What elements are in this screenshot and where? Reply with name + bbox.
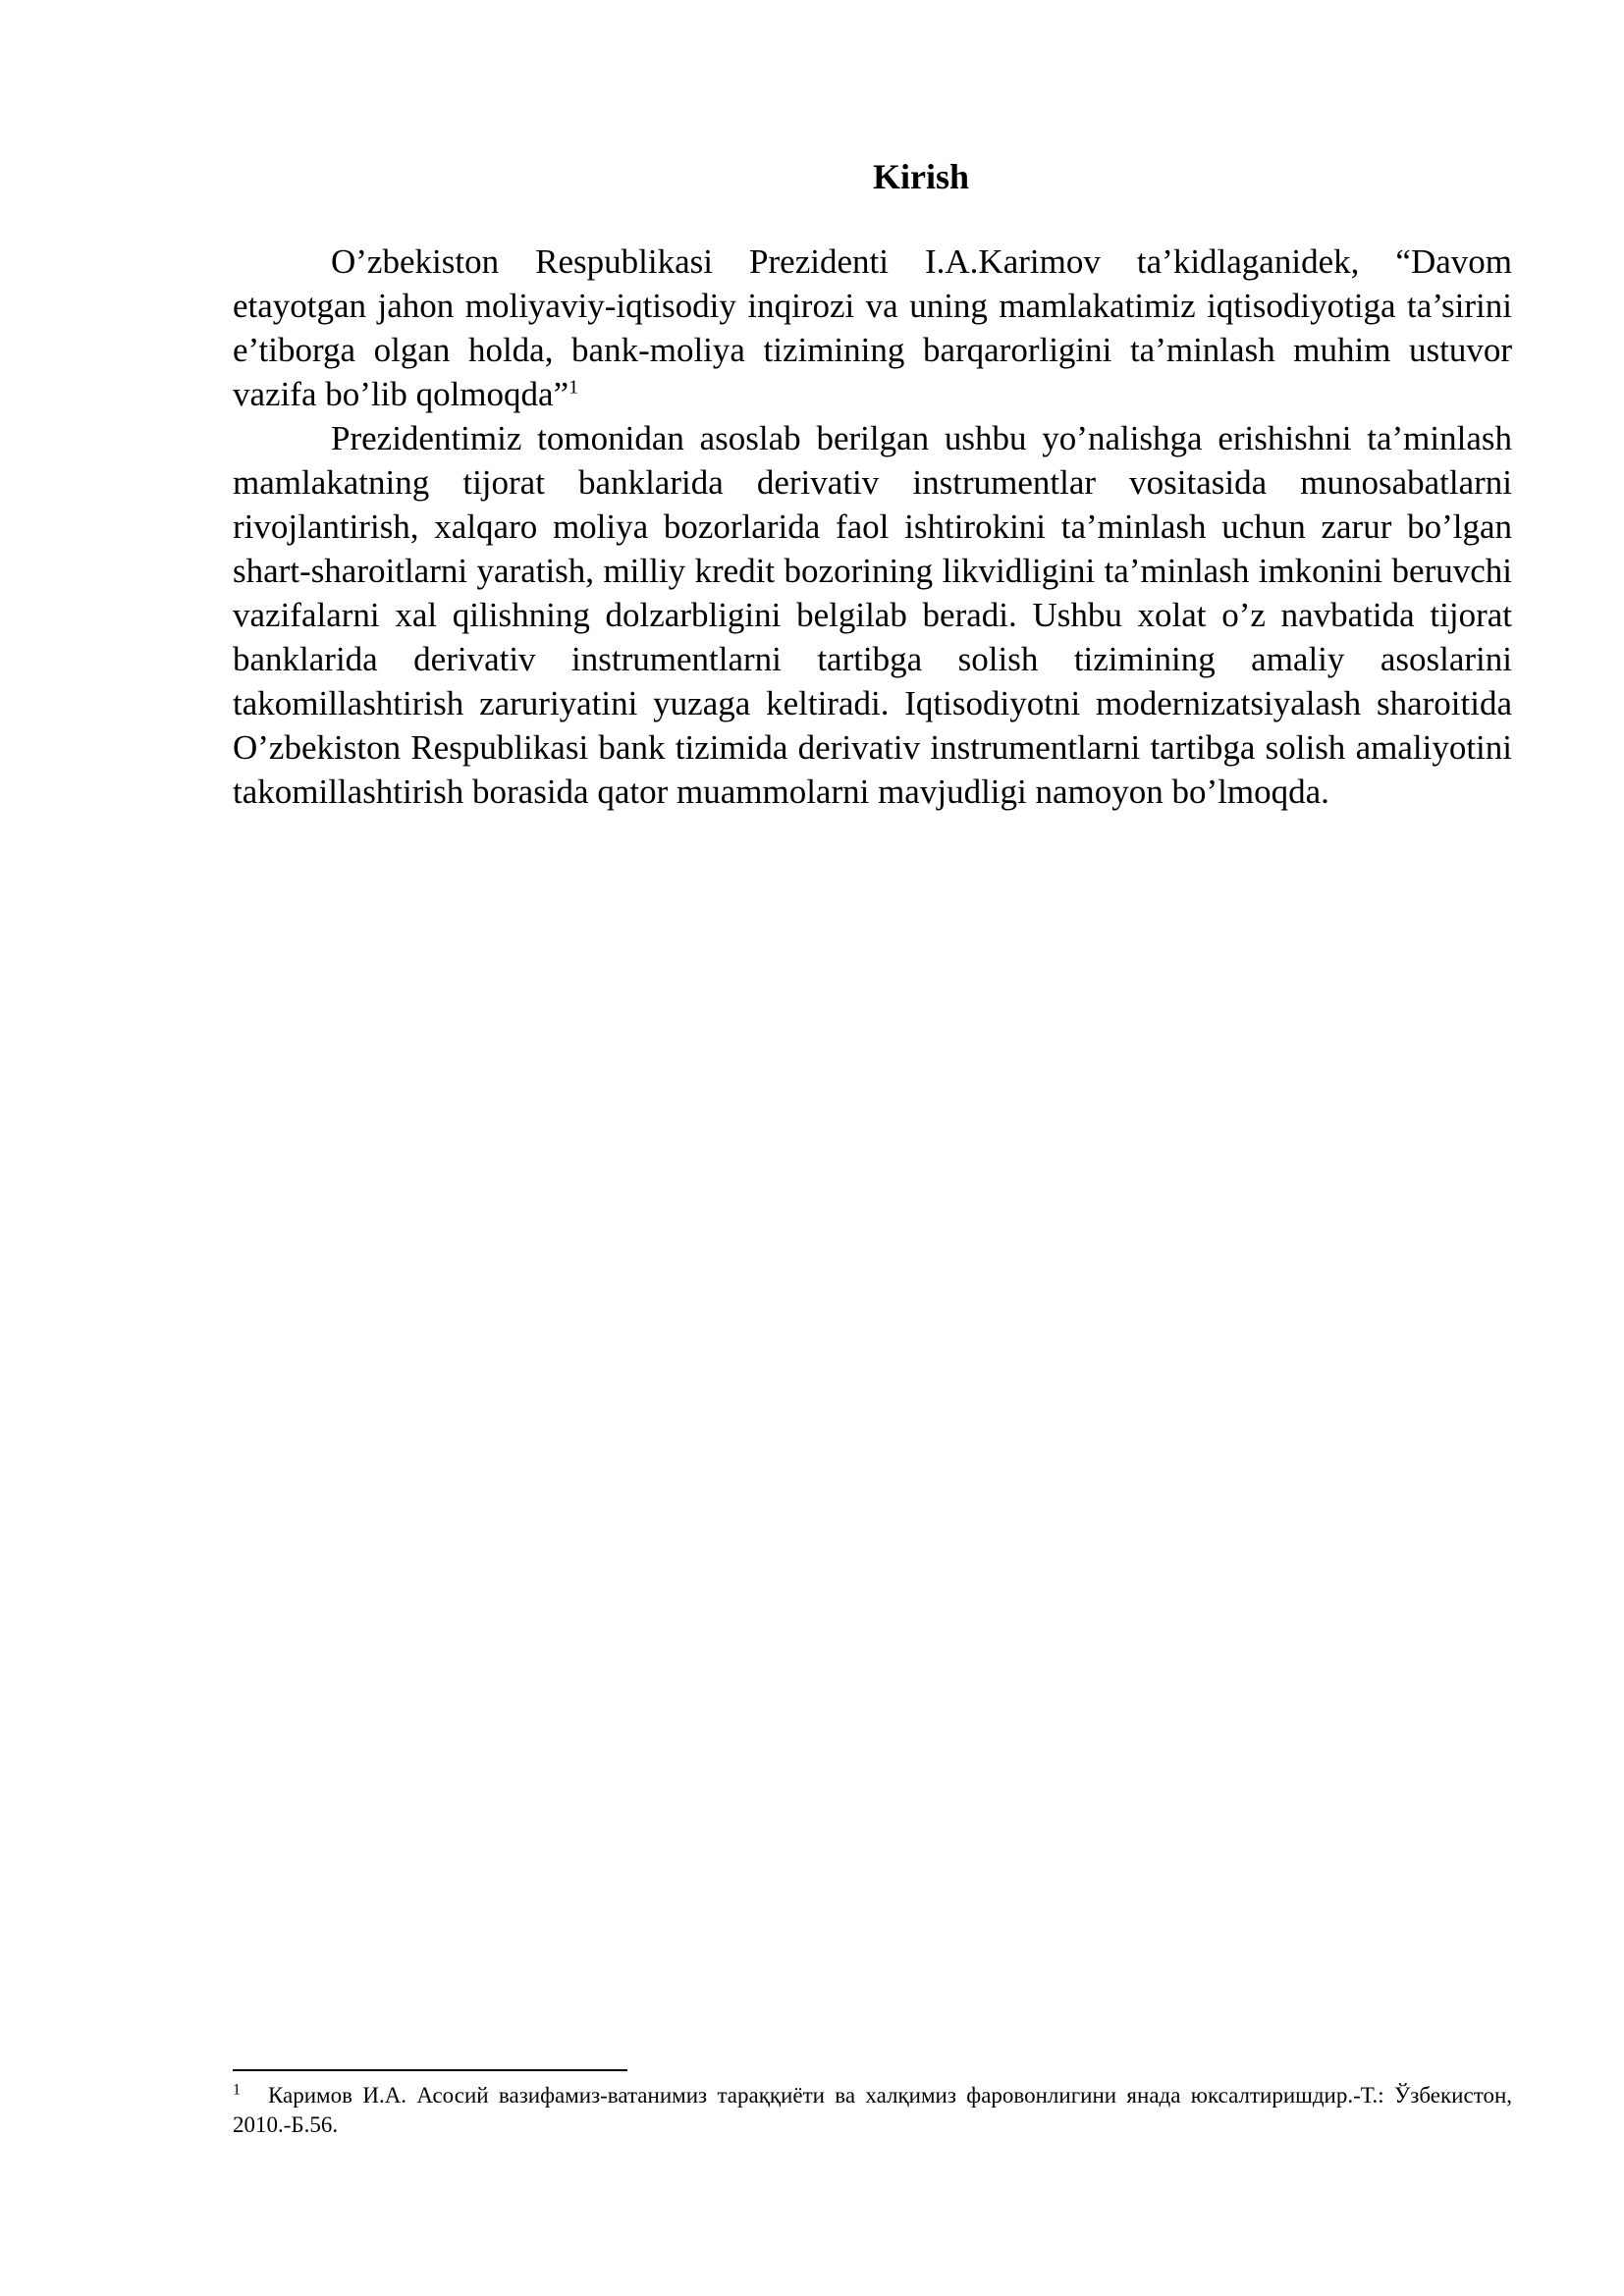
- footnote-separator: [233, 2069, 627, 2071]
- footnote: [233, 2081, 1512, 2140]
- body-text: [233, 240, 1512, 814]
- paragraph-2: Prezidentimiz tomonidan asoslab berilgan ushbu yo’nalishga erishishni ta’minlash mamlakatning tijorat banklarida derivativ instrumentlar vositasida munosabatlarni rivojlantirish, xalqaro moliya bozorlarida faol ishtirokini ta’minlash uchun zarur bo’lgan shart-sharoitlarni yaratish, milliy kredit bozorining likvidligini ta’minlash imkonini beruvchi vazifalarni xal qilishning dolzarbligini belgilab beradi. Ushbu xolat o’z navbatida tijorat banklarida derivativ instrumentlarni tartibga solish tizimining amaliy asoslarini takomillashtirish zaruriyatini yuzaga keltiradi. Iqtisodiyotni modernizatsiyalash sharoitida O’zbekiston Respublikasi bank tizimida derivativ instrumentlarni tartibga solish amaliyotini takomillashtirish borasida qator muammolarni mavjudligi namoyon bo’lmoqda.: [233, 419, 1512, 811]
- page-title: Kirish: [872, 157, 969, 196]
- paragraph-1-text: O’zbekiston Respublikasi Prezidenti I.A.Karimov ta’kidlaganidek, “Davom etayotgan jahon moliyaviy-iqtisodiy inqirozi va uning mamlakatimiz iqtisodiyotiga ta’sirini e’tiborga olgan holda, bank-moliya tizimining barqarorligini ta’minlash muhim ustuvor vazifa bo’lib qolmoqda”: [233, 242, 1512, 413]
- footnote-text: Каримов И.А. Асосий вазифамиз-ватанимиз тараққиёти ва халқимиз фаровонлигини янада юксалтиришдир.-Т.: Ўзбекистон, 2010.-Б.56.: [233, 2083, 1512, 2137]
- footnote-reference: 1: [568, 376, 579, 399]
- footnote-marker: 1: [233, 2081, 241, 2099]
- paragraph-1: [233, 240, 1512, 416]
